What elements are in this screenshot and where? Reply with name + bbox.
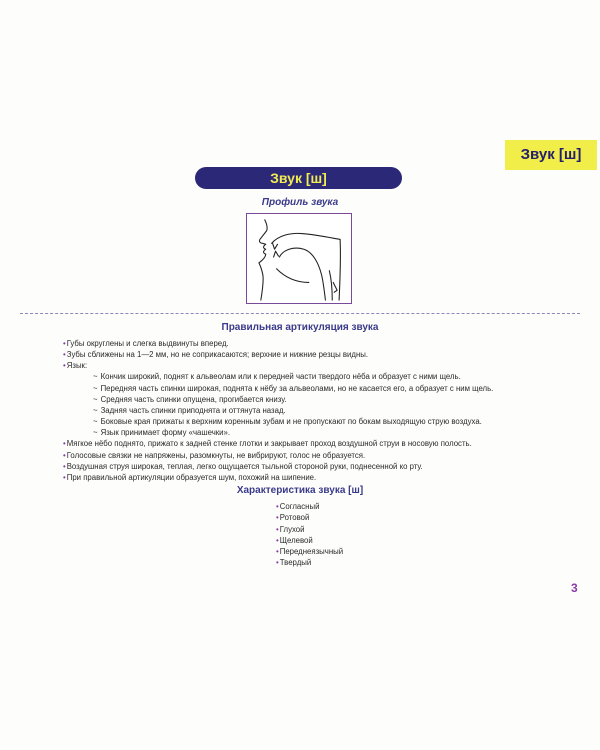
- section-divider: [20, 313, 580, 314]
- list-item: •Зубы сближены на 1—2 мм, но не соприкасаются; верхние и нижние резцы видны.: [63, 350, 369, 360]
- list-item: •При правильной артикуляции образуется шум, похожий на шипение.: [63, 472, 317, 482]
- list-item: ~ Задняя часть спинки приподнята и оттянута назад.: [93, 405, 286, 415]
- page-number: 3: [571, 581, 578, 595]
- characteristics-list: [276, 501, 343, 569]
- list-item: •Глухой: [276, 524, 305, 534]
- throat-back-wall: [339, 239, 340, 300]
- page-title: Звук [ш]: [195, 167, 402, 189]
- articulation-heading: Правильная артикуляция звука: [221, 322, 379, 333]
- lower-teeth: [274, 251, 279, 257]
- list-item: •Голосовые связки не напряжены, разомкнуты, не вибрируют, голос не образуется.: [63, 450, 366, 460]
- list-item: •Ротовой: [276, 513, 310, 523]
- list-item: ~ Язык принимает форму «чашечки».: [93, 428, 231, 438]
- list-item: ~ Боковые края прижаты к верхним коренным зубам и не пропускают по бокам выходящую струю воздуха.: [93, 417, 482, 427]
- articulation-list: [63, 338, 583, 483]
- list-item: •Переднеязычный: [276, 547, 344, 557]
- list-item: •Согласный: [276, 502, 320, 511]
- articulation-profile-drawing: [247, 214, 351, 303]
- characteristics-heading: Характеристика звука [ш]: [236, 485, 364, 496]
- palate-outline: [272, 233, 340, 243]
- tongue-outline: [279, 248, 325, 300]
- list-item: •Щелевой: [276, 535, 313, 545]
- larynx-outline: [329, 271, 332, 300]
- list-item: •Твердый: [276, 558, 312, 568]
- profile-caption: Профиль звука: [261, 197, 339, 208]
- list-item: •Язык:: [63, 361, 88, 371]
- list-item: ~ Кончик широкий, поднят к альвеолам или к передней части твердого нёба и образует с ними щель.: [93, 372, 461, 382]
- upper-teeth: [273, 243, 278, 249]
- articulation-profile-figure: [246, 213, 352, 304]
- list-item: ~ Средняя часть спинки опущена, прогибается книзу.: [93, 394, 287, 404]
- sound-tag: Звук [ш]: [505, 140, 597, 170]
- list-item: •Воздушная струя широкая, теплая, легко ощущается тыльной стороной руки, поднесенной ко рту.: [63, 461, 423, 471]
- list-item: •Мягкое нёбо поднято, прижато к задней стенке глотки и закрывает проход воздушной струи в носовую полость.: [63, 439, 472, 449]
- list-item: ~ Передняя часть спинки широкая, поднята к нёбу за альвеолами, но не касается его, а образует с ним щель.: [93, 383, 494, 393]
- list-item: •Губы округлены и слегка выдвинуты вперед.: [63, 339, 229, 348]
- face-outline: [259, 220, 267, 300]
- epiglottis: [333, 282, 337, 292]
- jaw-outline: [277, 269, 309, 283]
